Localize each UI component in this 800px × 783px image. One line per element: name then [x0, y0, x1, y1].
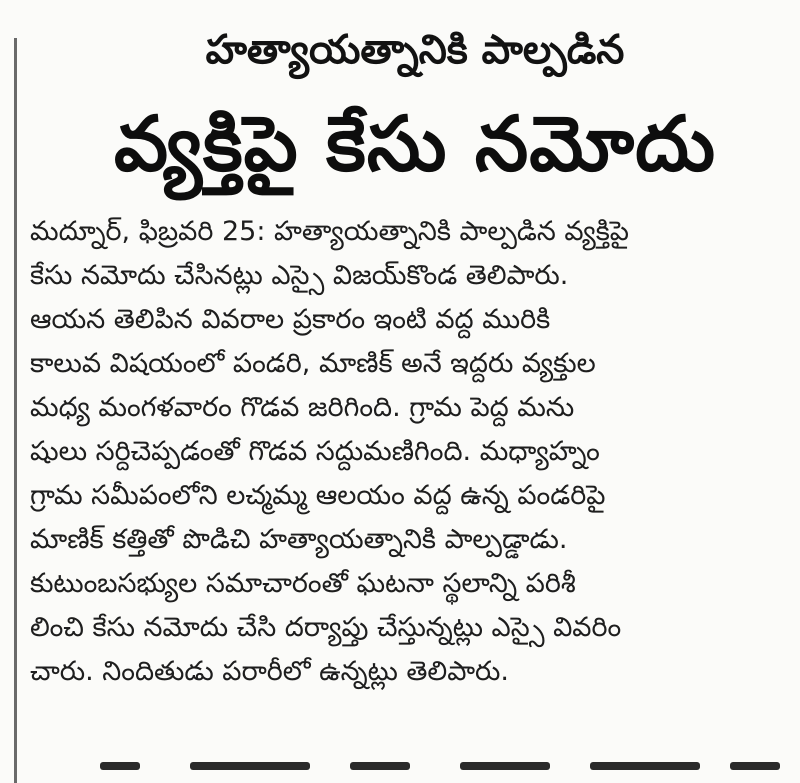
cropped-glyph [460, 762, 550, 770]
article-body [30, 210, 790, 694]
body-line: షులు సర్దిచెప్పడంతో గొడవ సద్దుమణిగింది. మధ్యాహ్నం [30, 436, 600, 467]
headline-main-text: వ్యక్తిపై కేసు నమోదు [113, 99, 717, 188]
body-line: గ్రామ సమీపంలోని లచ్మమ్మ ఆలయం వద్ద ఉన్న పండరిపై [30, 480, 606, 511]
cropped-glyph [730, 762, 780, 770]
headline-kicker-text: హత్యాయత్నానికి పాల్పడిన [205, 27, 625, 73]
body-line: మాణిక్ కత్తితో పొడిచి హత్యాయత్నానికి పాల్పడ్డాడు. [30, 524, 568, 555]
cropped-next-article-text [30, 762, 790, 783]
body-line: లించి కేసు నమోదు చేసి దర్యాప్తు చేస్తున్నట్లు ఎస్సై వివరిం [30, 612, 622, 643]
column-divider [14, 38, 17, 783]
body-line: మధ్య మంగళవారం గొడవ జరిగింది. గ్రామ పెద్ద మను [30, 392, 575, 423]
cropped-glyph [590, 762, 700, 770]
body-line: చారు. నిందితుడు పరారీలో ఉన్నట్లు తెలిపారు. [30, 656, 509, 687]
body-line: కేసు నమోదు చేసినట్లు ఎస్సై విజయ్‌కొండ తెలిపారు. [30, 260, 569, 291]
body-line: ఆయన తెలిపిన వివరాల ప్రకారం ఇంటి వద్ద మురికి [30, 304, 551, 335]
body-line: కుటుంబసభ్యుల సమాచారంతో ఘటనా స్థలాన్ని పరిశీ [30, 568, 576, 599]
cropped-glyph [350, 762, 410, 770]
headline-kicker [30, 22, 800, 78]
headline-main [30, 92, 800, 196]
body-line: మద్నూర్, ఫిబ్రవరి 25: హత్యాయత్నానికి పాల్పడిన వ్యక్తిపై [30, 216, 629, 247]
cropped-glyph [190, 762, 310, 770]
body-line: కాలువ విషయంలో పండరి, మాణిక్ అనే ఇద్దరు వ్యక్తుల [30, 348, 596, 379]
cropped-glyph [100, 762, 140, 770]
